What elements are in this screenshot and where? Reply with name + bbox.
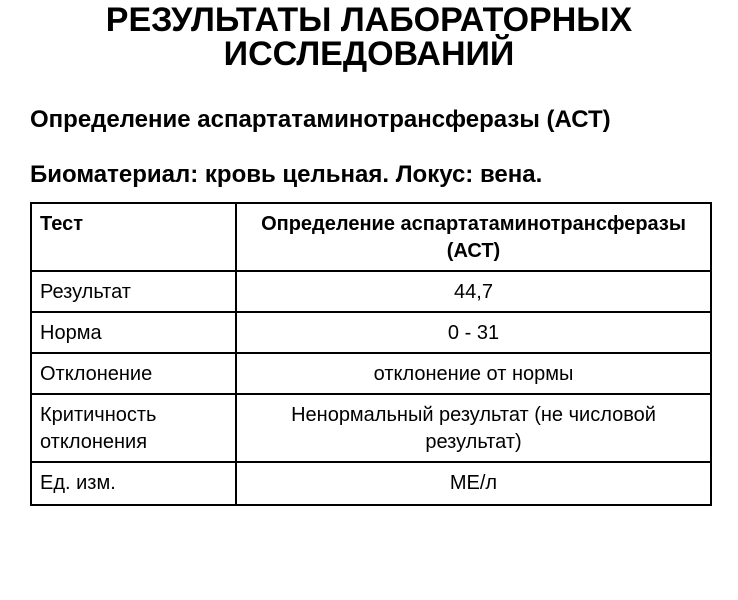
test-name-heading: Определение аспартатаминотрансферазы (АСТ): [30, 106, 611, 133]
row-label-criticality: Критичность отклонения: [31, 394, 236, 462]
table-header-row: [31, 203, 711, 271]
row-value-norm: 0 - 31: [236, 312, 711, 353]
table-row-result: [31, 271, 711, 312]
row-label-unit: Ед. изм.: [31, 462, 236, 505]
row-label-deviation: Отклонение: [31, 353, 236, 394]
row-value-unit: МЕ/л: [236, 462, 711, 505]
table-row-unit: [31, 462, 711, 505]
table-row-criticality: [31, 394, 711, 462]
row-label-result: Результат: [31, 271, 236, 312]
table-row-norm: [31, 312, 711, 353]
row-label-norm: Норма: [31, 312, 236, 353]
table-row-deviation: [31, 353, 711, 394]
header-cell-test-value: Определение аспартатаминотрансферазы (АСТ): [236, 203, 711, 271]
row-value-criticality: Ненормальный результат (не числовой результат): [236, 394, 711, 462]
results-table: [30, 202, 712, 506]
biomaterial-heading: Биоматериал: кровь цельная. Локус: вена.: [30, 161, 543, 188]
header-cell-test-label: Тест: [31, 203, 236, 271]
page-title: РЕЗУЛЬТАТЫ ЛАБОРАТОРНЫХ ИССЛЕДОВАНИЙ: [105, 1, 633, 73]
row-value-deviation: отклонение от нормы: [236, 353, 711, 394]
row-value-result: 44,7: [236, 271, 711, 312]
